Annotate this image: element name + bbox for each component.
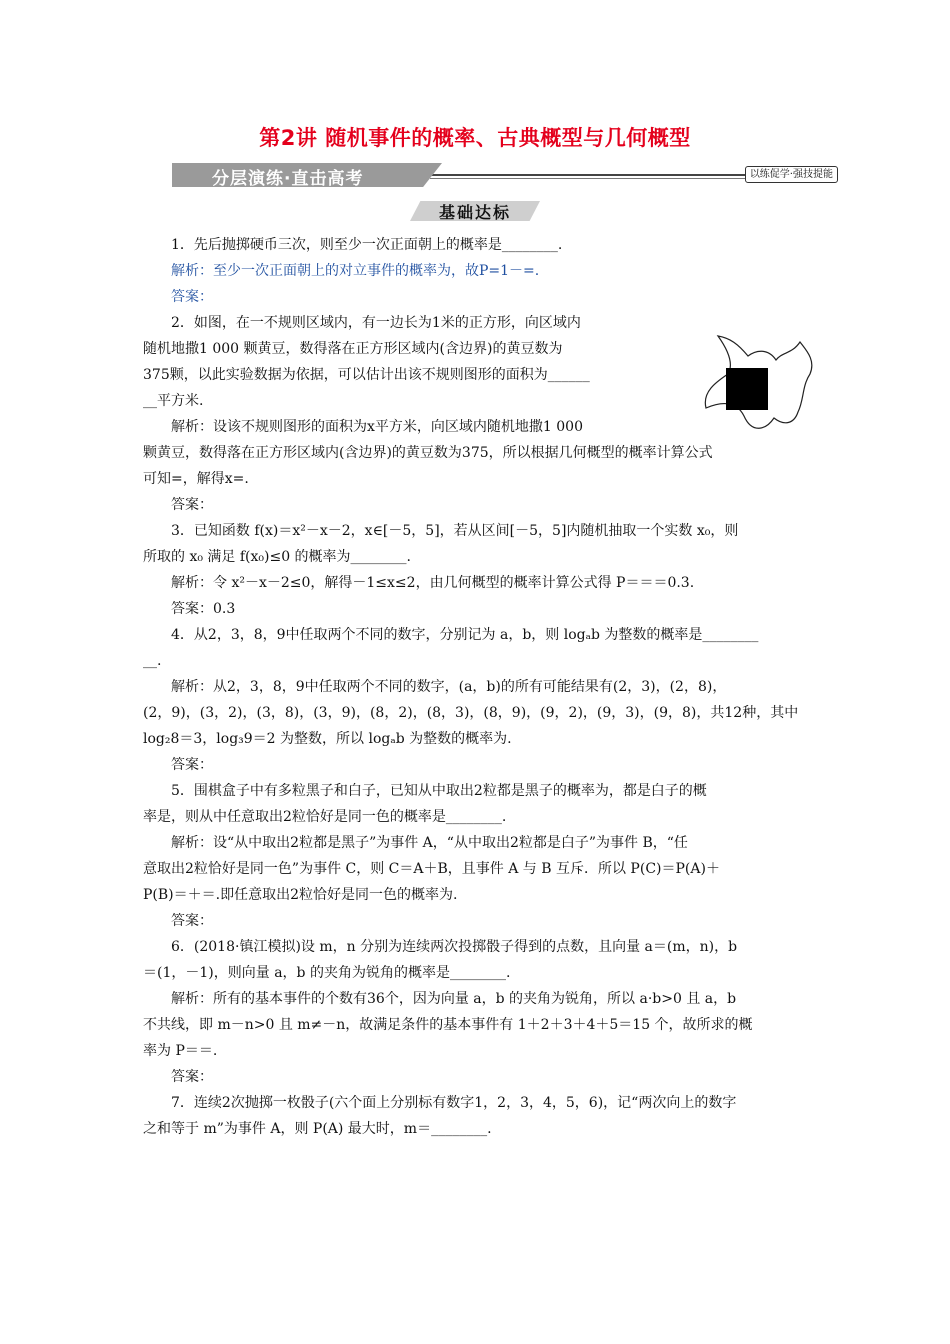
banner-tag: 以练促学·强技提能 bbox=[745, 166, 838, 183]
banner-label: 分层演练·直击高考 bbox=[212, 169, 364, 189]
text-line: 随机地撒1 000 颗黄豆，数得落在正方形区域内(含边界)的黄豆数为 bbox=[143, 341, 563, 357]
text-line: 6．(2018·镇江模拟)设 m，n 分别为连续两次投掷骰子得到的点数，且向量 a＝(m，n)，b bbox=[171, 939, 738, 955]
text-line: 5．围棋盒子中有多粒黑子和白子，已知从中取出2粒都是黑子的概率为，都是白子的概 bbox=[171, 783, 707, 799]
text-line: 2．如图，在一不规则区域内，有一边长为1米的正方形，向区域内 bbox=[171, 315, 581, 331]
text-line: 所取的 x₀ 满足 f(x₀)≤0 的概率为________. bbox=[143, 549, 412, 565]
text-line: (2，9)，(3，2)，(3，8)，(3，9)，(8，2)，(8，3)，(8，9)，(9，2)，(9，3)，(9，8)，共12种，其中 bbox=[143, 705, 799, 721]
text-line: 375颗，以此实验数据为依据，可以估计出该不规则图形的面积为______ bbox=[143, 367, 590, 383]
text-line: 4．从2，3，8，9中任取两个不同的数字，分别记为 a，b，则 logₐb 为整数的概率是________ bbox=[171, 627, 759, 643]
section-banner bbox=[172, 163, 844, 187]
text-line: 解析：设“从中取出2粒都是黑子”为事件 A，“从中取出2粒都是白子”为事件 B，“任 bbox=[171, 835, 688, 851]
text-line: 答案： bbox=[171, 1069, 213, 1085]
text-line: 率为 P＝＝. bbox=[143, 1043, 218, 1059]
text-line: 意取出2粒恰好是同一色”为事件 C，则 C＝A＋B，且事件 A 与 B 互斥．所以 P(C)＝P(A)＋ bbox=[143, 861, 720, 877]
text-line: 7．连续2次抛掷一枚骰子(六个面上分别标有数字1，2，3，4，5，6)，记“两次向上的数字 bbox=[171, 1095, 737, 1111]
text-line: 解析：设该不规则图形的面积为x平方米，向区域内随机地撒1 000 bbox=[171, 419, 583, 435]
text-line: 解析：令 x²－x－2≤0，解得－1≤x≤2，由几何概型的概率计算公式得 P＝＝＝0.3. bbox=[171, 575, 695, 591]
text-line: 解析：至少一次正面朝上的对立事件的概率为，故P=1－=. bbox=[171, 263, 540, 279]
text-line: 解析：从2，3，8，9中任取两个不同的数字，(a，b)的所有可能结果有(2，3)，(2，8)， bbox=[171, 679, 727, 695]
text-line: 之和等于 m”为事件 A，则 P(A) 最大时，m＝________. bbox=[143, 1121, 492, 1137]
text-line: __. bbox=[143, 653, 162, 669]
text-line: 颗黄豆，数得落在正方形区域内(含边界)的黄豆数为375，所以根据几何概型的概率计算公式 bbox=[143, 445, 713, 461]
text-line: 1．先后抛掷硬币三次，则至少一次正面朝上的概率是________. bbox=[171, 237, 563, 253]
section-heading-text: 基础达标 bbox=[438, 203, 511, 222]
text-line: 解析：所有的基本事件的个数有36个，因为向量 a，b 的夹角为锐角，所以 a·b>0 且 a，b bbox=[171, 991, 737, 1007]
text-line: ＝(1，－1)，则向量 a，b 的夹角为锐角的概率是________. bbox=[143, 965, 511, 981]
text-line: 不共线，即 m－n>0 且 m≠－n，故满足条件的基本事件有 1＋2＋3＋4＋5＝15 个，故所求的概 bbox=[143, 1017, 753, 1033]
text-line: P(B)＝＋＝.即任意取出2粒恰好是同一色的概率为. bbox=[143, 887, 458, 903]
section-heading bbox=[410, 198, 540, 222]
text-line: log₂8＝3，log₃9＝2 为整数，所以 logₐb 为整数的概率为. bbox=[143, 731, 512, 747]
text-line: 答案： bbox=[171, 913, 213, 929]
text-line: 答案： bbox=[171, 289, 213, 305]
page-title: 第2讲 随机事件的概率、古典概型与几何概型 bbox=[259, 126, 691, 150]
text-line: 答案：0.3 bbox=[171, 601, 236, 617]
text-line: 率是，则从中任意取出2粒恰好是同一色的概率是________. bbox=[143, 809, 507, 825]
text-line: 答案： bbox=[171, 497, 213, 513]
text-line: 答案： bbox=[171, 757, 213, 773]
text-line: __平方米. bbox=[143, 393, 204, 409]
text-line: 可知=，解得x=. bbox=[143, 471, 249, 487]
question-content bbox=[143, 232, 811, 1142]
text-line: 3．已知函数 f(x)＝x²－x－2，x∈[－5，5]，若从区间[－5，5]内随机抽取一个实数 x₀，则 bbox=[171, 523, 739, 539]
